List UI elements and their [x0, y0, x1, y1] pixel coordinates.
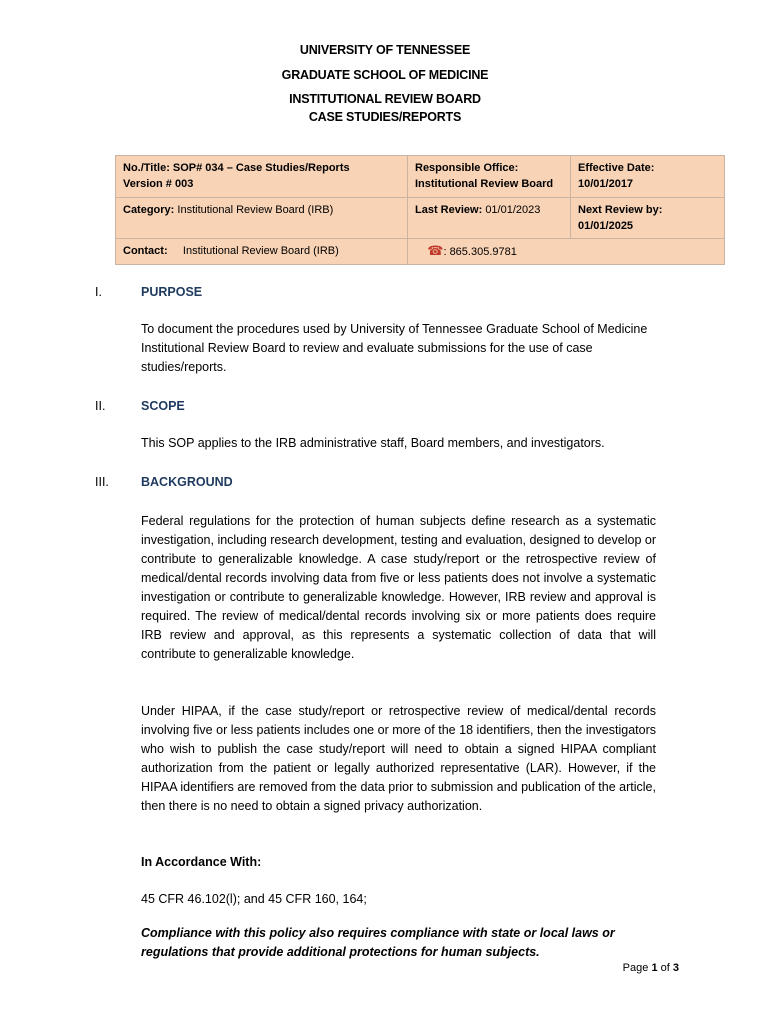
background-paragraph-1: Federal regulations for the protection of human subjects define research as a systematic investigation, including research development, testing and evaluation, designed to develop or contribute to generalizable knowledge. A case study/report or the retrospective review of medical/dental records involving data from five or less patients does not involve a systematic investigation or contribute to generalizable knowledge. However, IRB review and approval is required. The review of medical/dental records involving six or more patients does require IRB review and approval, as this represents a systematic collection of data that will contribute to generalizable knowledge.	[141, 514, 656, 661]
purpose-paragraph: To document the procedures used by University of Tennessee Graduate School of Medicine Institutional Review Board to review and evaluate submissions for the use of case studies/reports.	[141, 322, 648, 374]
contact-value: Institutional Review Board (IRB)	[182, 245, 339, 257]
effective-value: 10/01/2017	[578, 178, 634, 190]
contact-cell	[116, 239, 408, 265]
effective-label: Effective Date:	[578, 162, 655, 174]
page-word: Page	[622, 962, 649, 974]
school-name: GRADUATE SCHOOL OF MEDICINE	[281, 68, 489, 82]
phone-number: 865.305.9781	[449, 246, 517, 258]
accordance-text: 45 CFR 46.102(l); and 45 CFR 160, 164;	[141, 892, 367, 906]
responsible-value: Institutional Review Board	[415, 178, 554, 190]
category-cell	[116, 198, 408, 239]
phone-cell	[408, 239, 725, 265]
phone-icon: ☎	[427, 243, 444, 258]
effective-cell	[571, 156, 725, 198]
section-2-number: II.	[95, 399, 106, 413]
contact-label: Contact:	[123, 245, 168, 257]
section-1-number: I.	[95, 285, 102, 299]
title-cell	[116, 156, 408, 198]
section-3-heading: BACKGROUND	[141, 475, 233, 489]
page-total: 3	[672, 962, 679, 974]
next-review-cell	[571, 198, 725, 239]
phone-colon: :	[443, 246, 447, 258]
page-number	[623, 962, 679, 974]
page-of: of	[660, 962, 670, 974]
sop-title: No./Title: SOP# 034 – Case Studies/Reports	[123, 162, 350, 174]
section-1-heading: PURPOSE	[141, 285, 203, 299]
page-current: 1	[651, 962, 658, 974]
last-review-value: 01/01/2023	[485, 204, 541, 216]
section-2-heading: SCOPE	[141, 399, 185, 413]
section-3-number: III.	[95, 475, 109, 489]
board-name: INSTITUTIONAL REVIEW BOARD	[289, 92, 481, 106]
next-review-label: Next Review by:	[578, 204, 663, 216]
scope-paragraph: This SOP applies to the IRB administrative staff, Board members, and investigators.	[141, 436, 605, 450]
responsible-label: Responsible Office:	[415, 162, 519, 174]
sop-info-table	[115, 155, 725, 265]
next-review-value: 01/01/2025	[578, 220, 634, 232]
last-review-cell	[408, 198, 571, 239]
responsible-cell	[408, 156, 571, 198]
background-paragraph-2: Under HIPAA, if the case study/report or retrospective review of medical/dental records involving five or less patients includes one or more of the 18 identifiers, then the investigators who wish to publish the case study/report will need to obtain a signed HIPAA compliant authorization from the patient or legally authorized representative (LAR). However, if the HIPAA identifiers are removed from the data prior to submission and publication of the article, then there is no need to obtain a signed privacy authorization.	[141, 704, 656, 813]
document-title: CASE STUDIES/REPORTS	[308, 110, 462, 124]
accordance-label: In Accordance With:	[141, 855, 262, 869]
category-value: Institutional Review Board (IRB)	[177, 204, 334, 216]
sop-version: Version # 003	[123, 178, 194, 190]
university-name: UNIVERSITY OF TENNESSEE	[299, 43, 471, 57]
category-label: Category:	[123, 204, 175, 216]
compliance-statement: Compliance with this policy also requires compliance with state or local laws or regulations that provide additional protections for human subjects.	[141, 926, 615, 959]
last-review-label: Last Review:	[415, 204, 483, 216]
